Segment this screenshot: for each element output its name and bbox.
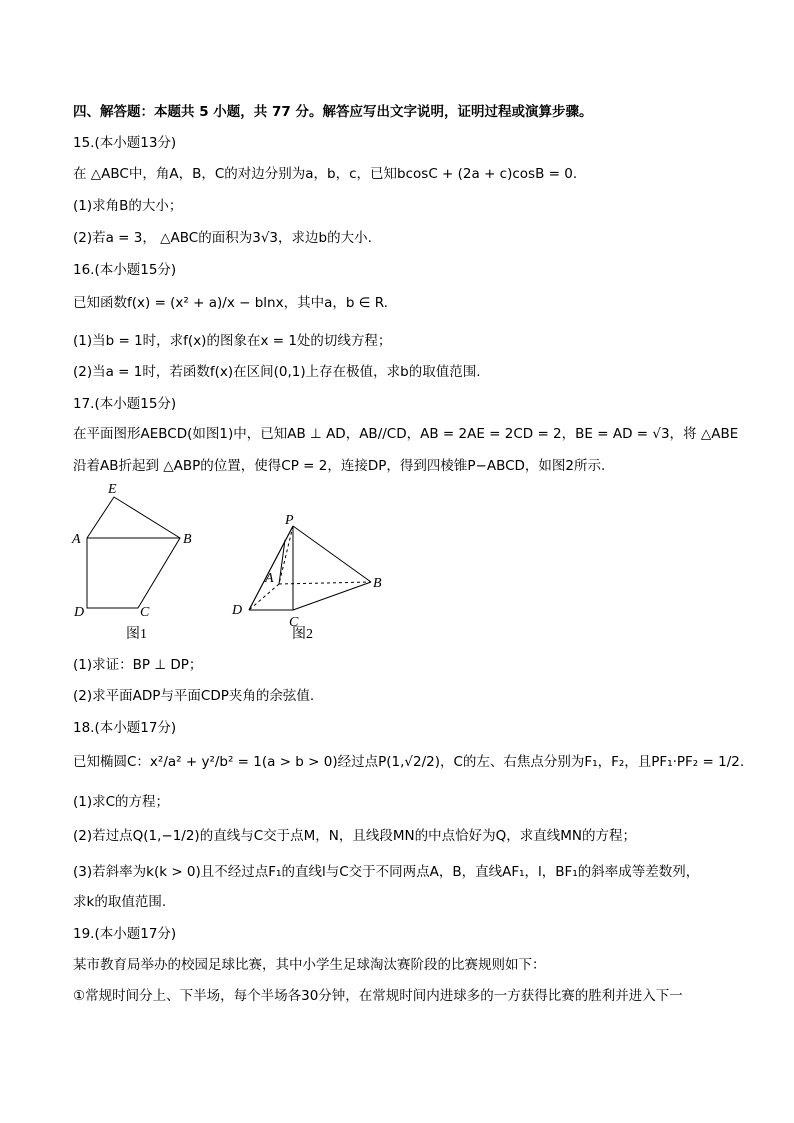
section-heading: 四、解答题：本题共 5 小题，共 77 分。解答应写出文字说明，证明过程或演算步骤。 [73, 104, 593, 120]
problem-18-line-5: 求k的取值范围. [73, 894, 167, 910]
figure-2-point-P: P [285, 513, 294, 528]
figure-2-point-A: A [265, 571, 274, 586]
figure-2-point-B: B [373, 576, 382, 591]
figure-1 [68, 478, 208, 648]
figure-1-point-B: B [183, 532, 192, 547]
problem-17-header: 17.(本小题15分) [73, 396, 177, 412]
problem-17-line-1: 在平面图形AEBCD(如图1)中，已知AB ⊥ AD，AB//CD，AB = 2AE = 2CD = 2，BE = AD = √3，将 △ABE [73, 426, 739, 442]
problem-17-line-4: (2)求平面ADP与平面CDP夹角的余弦值. [73, 688, 315, 704]
figure-2-point-D: D [232, 603, 243, 618]
figure-1-point-D: D [74, 605, 85, 620]
figure-2 [225, 512, 395, 648]
problem-18-line-3: (2)若过点Q(1,−1/2)的直线与C交于点M，N，且线段MN的中点恰好为Q，求直线MN的方程； [73, 828, 636, 844]
problem-16-line-2: (1)当b = 1时，求f(x)的图象在x = 1处的切线方程； [73, 333, 392, 349]
problem-19-header: 19.(本小题17分) [73, 926, 177, 942]
problem-18-line-1: 已知椭圆C：x²/a² + y²/b² = 1(a > b > 0)经过点P(1,√2/2)，C的左、右焦点分别为F₁，F₂，且PF₁·PF₂ = 1/2. [73, 754, 745, 770]
figure-1-point-E: E [108, 482, 117, 497]
problem-19-line-2: ①常规时间分上、下半场，每个半场各30分钟，在常规时间内进球多的一方获得比赛的胜利并进入下一 [73, 988, 683, 1004]
problem-16-line-3: (2)当a = 1时，若函数f(x)在区间(0,1)上存在极值，求b的取值范围. [73, 364, 481, 380]
problem-15-header: 15.(本小题13分) [73, 135, 177, 151]
problem-18-line-2: (1)求C的方程； [73, 794, 170, 810]
problem-17-line-2: 沿着AB折起到 △ABP的位置，使得CP = 2，连接DP，得到四棱锥P−ABCD，如图2所示. [73, 458, 606, 474]
figure-1-point-C: C [140, 605, 150, 620]
problem-18-line-4: (3)若斜率为k(k > 0)且不经过点F₁的直线l与C交于不同两点A，B，直线AF₁，l，BF₁的斜率成等差数列， [73, 864, 700, 880]
problem-15-line-2: (1)求角B的大小； [73, 198, 183, 214]
problem-17-line-3: (1)求证：BP ⊥ DP； [73, 657, 203, 673]
problem-15-line-1: 在 △ABC中，角A，B，C的对边分别为a，b，c，已知bcosC + (2a + c)cosB = 0. [73, 166, 578, 182]
figure-1-caption: 图1 [126, 627, 147, 642]
figure-2-point-C: C [289, 615, 299, 630]
problem-15-line-3: (2)若a = 3， △ABC的面积为3√3，求边b的大小. [73, 230, 372, 246]
problem-18-header: 18.(本小题17分) [73, 720, 177, 736]
figure-2-caption: 图2 [292, 627, 313, 642]
problem-16-line-1: 已知函数f(x) = (x² + a)/x − blnx，其中a，b ∈ R. [73, 295, 388, 311]
problem-19-line-1: 某市教育局举办的校园足球比赛，其中小学生足球淘汰赛阶段的比赛规则如下： [73, 957, 546, 973]
problem-16-header: 16.(本小题15分) [73, 262, 177, 278]
figure-1-point-A: A [72, 532, 81, 547]
